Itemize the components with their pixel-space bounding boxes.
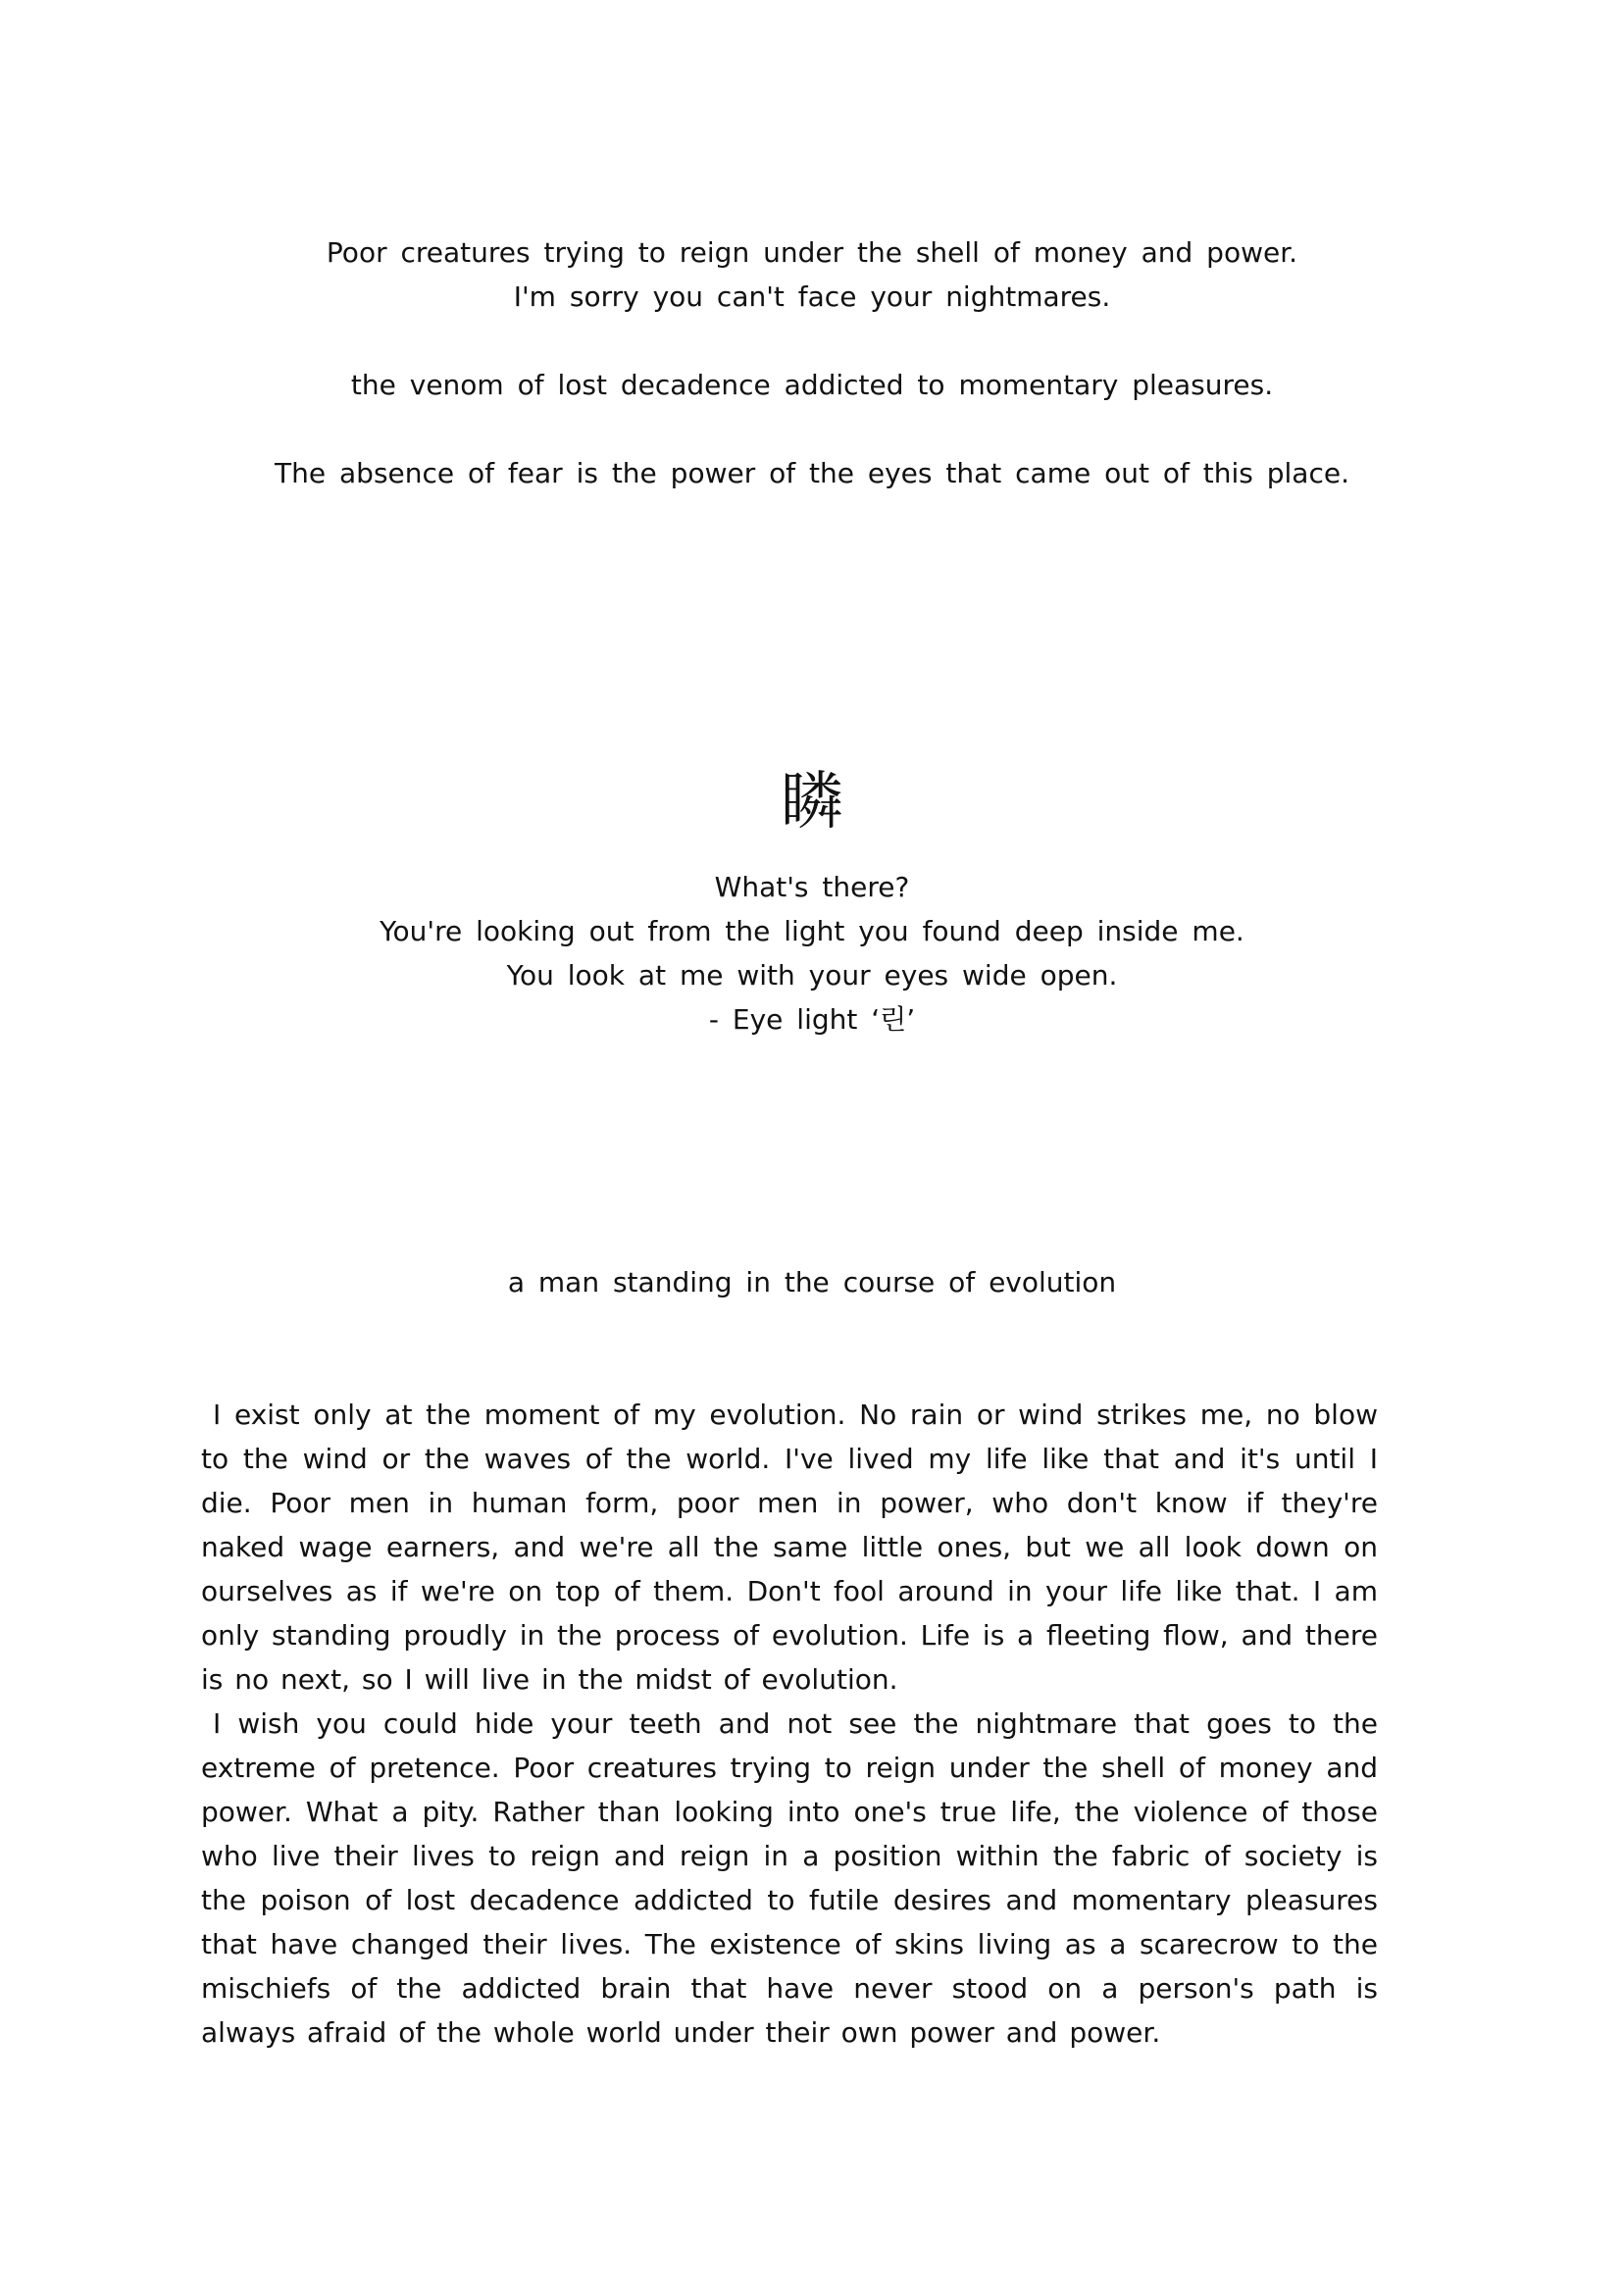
intro-line: the venom of lost decadence addicted to momentary pleasures.: [350, 369, 1274, 401]
intro-line: The absence of fear is the power of the eyes that came out of this place.: [275, 457, 1349, 489]
essay-title-text: a man standing in the course of evolution: [507, 1266, 1117, 1298]
poem-line: You're looking out from the light you found deep inside me.: [380, 915, 1244, 947]
essay-paragraph: I wish you could hide your teeth and not see the nightmare that goes to the extreme of pretence. Poor creatures trying to reign under the shell of money and power. What a pity. Rather than looking into one's true life, the violence of those who live their lives to reign and reign in a position within the fabric of society is the poison of lost decadence addicted to futile desires and momentary pleasures that have changed their lives. The existence of skins living as a scarecrow to the mischiefs of the addicted brain that have never stood on a person's path is always afraid of the whole world under their own power and power.: [201, 1707, 1378, 2049]
kanji-character: 瞵: [781, 766, 843, 839]
poem-line: You look at me with your eyes wide open.: [506, 959, 1118, 992]
poem-line: What's there?: [714, 871, 910, 903]
stanza-gap: [0, 319, 1624, 363]
stanza-gap: [0, 407, 1624, 451]
essay-paragraph: I exist only at the moment of my evolution. No rain or wind strikes me, no blow to the wind or the waves of the world. I've lived my life like that and it's until I die. Poor men in human form, poor men in power, who don't know if they're naked wage earners, and we're all the same little ones, but we all look down on ourselves as if we're on top of them. Don't fool around in your life like that. I am only standing proudly in the process of evolution. Life is a fleeting flow, and there is no next, so I will live in the midst of evolution.: [201, 1399, 1378, 1696]
eye-light-poem: [0, 865, 1624, 1042]
intro-verse: [0, 230, 1624, 495]
intro-line: I'm sorry you can't face your nightmares.: [513, 280, 1111, 313]
essay-title: [0, 1260, 1624, 1304]
kanji-heading: [0, 763, 1624, 841]
essay-body: [201, 1393, 1378, 2055]
intro-line: Poor creatures trying to reign under the shell of money and power.: [326, 236, 1298, 269]
poem-attribution: - Eye light ‘린’: [708, 1003, 916, 1036]
